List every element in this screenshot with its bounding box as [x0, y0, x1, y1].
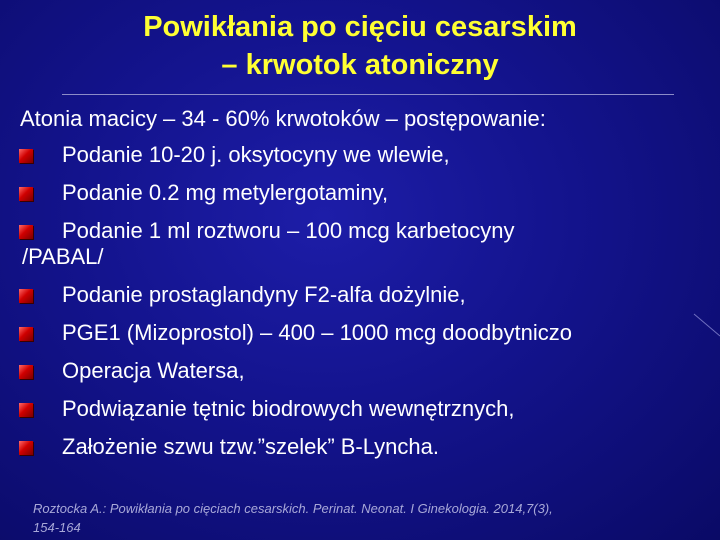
list-item [18, 282, 718, 308]
title-divider [62, 94, 674, 95]
list-item-text: Podwiązanie tętnic biodrowych wewnętrznych, [62, 396, 515, 421]
intro-text: Atonia macicy – 34 - 60% krwotoków – postępowanie: [20, 106, 546, 131]
list-item [18, 218, 718, 270]
red-square-bullet-icon [19, 403, 33, 417]
red-square-bullet-icon [19, 365, 33, 379]
bullet-list [18, 142, 718, 472]
citation-line-1: Roztocka A.: Powikłania po cięciach cesarskich. Perinat. Neonat. I Ginekologia. 2014,7(3), [33, 501, 553, 516]
slide-title [40, 8, 680, 84]
decorative-line [690, 300, 720, 360]
slide-title-line-2: – krwotok atoniczny [221, 49, 499, 81]
slide-title-line-1: Powikłania po cięciu cesarskim [143, 11, 577, 43]
list-item-text: Podanie 1 ml roztworu – 100 mcg karbetocyny [62, 218, 515, 243]
list-item [18, 180, 718, 206]
list-item [18, 142, 718, 168]
red-square-bullet-icon [19, 225, 33, 239]
list-item [18, 320, 718, 346]
list-item-text: Podanie 0.2 mg metylergotaminy, [62, 180, 389, 205]
red-square-bullet-icon [19, 149, 33, 163]
list-item [18, 434, 718, 460]
list-item-text: PGE1 (Mizoprostol) – 400 – 1000 mcg doodbytniczo [62, 320, 572, 345]
list-item [18, 396, 718, 422]
list-item-text: Podanie 10-20 j. oksytocyny we wlewie, [62, 142, 450, 167]
red-square-bullet-icon [19, 187, 33, 201]
list-item [18, 358, 718, 384]
citation [33, 499, 703, 537]
citation-line-2: 154-164 [33, 520, 81, 535]
red-square-bullet-icon [19, 441, 33, 455]
red-square-bullet-icon [19, 289, 33, 303]
list-item-text: Operacja Watersa, [62, 358, 245, 383]
list-item-text: Podanie prostaglandyny F2-alfa dożylnie, [62, 282, 466, 307]
red-square-bullet-icon [19, 327, 33, 341]
list-item-text: Założenie szwu tzw.”szelek” B-Lyncha. [62, 434, 439, 459]
list-item-continuation: /PABAL/ [22, 244, 104, 269]
